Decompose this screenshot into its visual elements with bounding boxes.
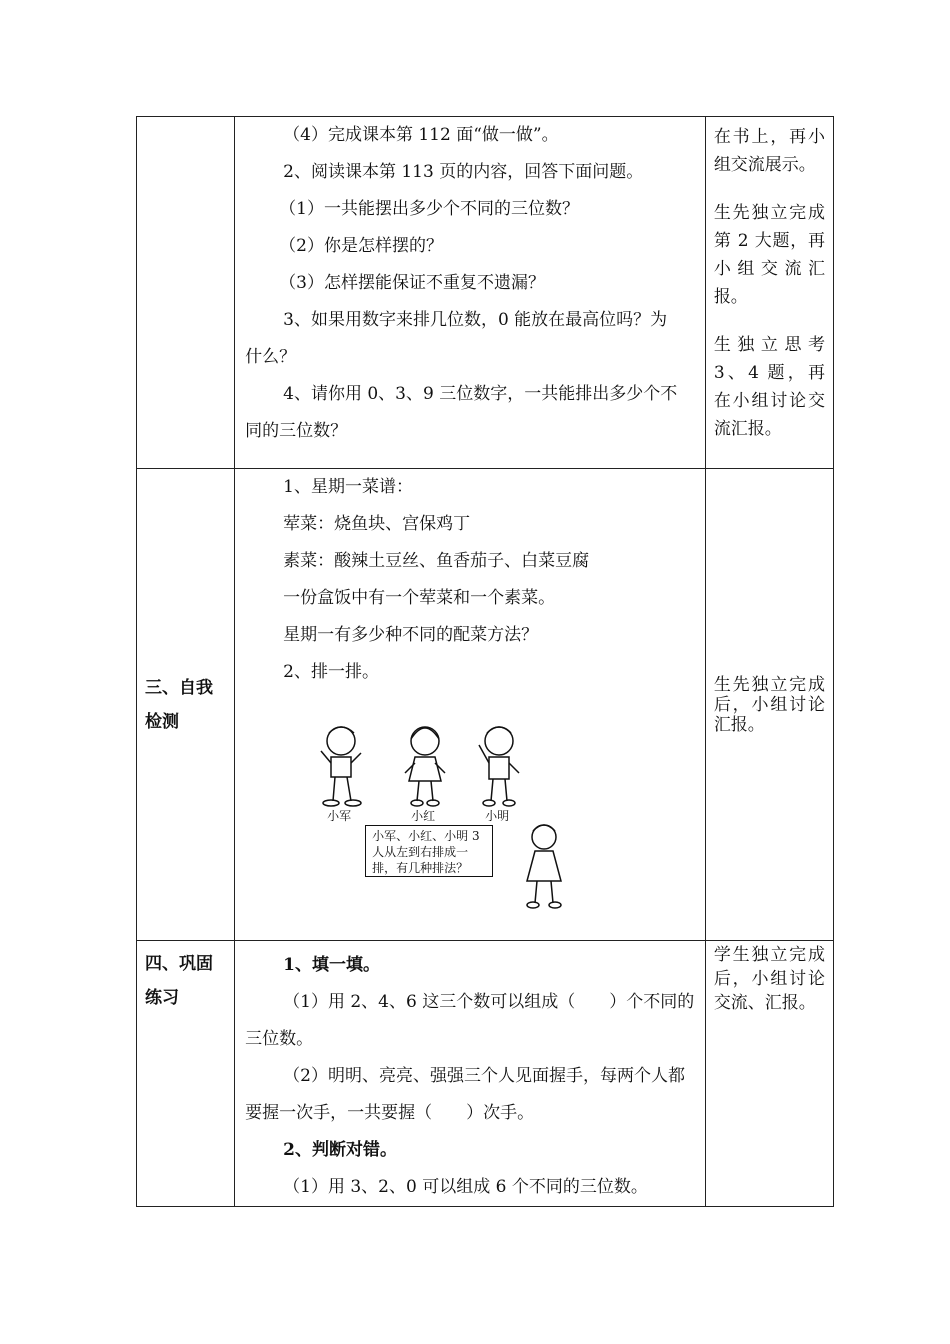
section-title-cell bbox=[137, 941, 235, 1207]
content-line: （4）完成课本第 112 面“做一做”。 bbox=[283, 125, 559, 145]
table-row bbox=[137, 941, 834, 1207]
content-line: 同的三位数？ bbox=[245, 421, 348, 441]
content-line: 1、填一填。 bbox=[283, 955, 380, 975]
content-line: （2）明明、亮亮、强强三个人见面握手，每两个人都 bbox=[283, 1066, 685, 1086]
content-line: （1）用 2、4、6 这三个数可以组成（ ）个不同的 bbox=[283, 992, 695, 1012]
section-title-line: 三、自我 bbox=[145, 677, 213, 698]
content-line: 素菜：酸辣土豆丝、鱼香茄子、白菜豆腐 bbox=[283, 551, 590, 571]
content-line: 2、排一排。 bbox=[283, 662, 379, 682]
note-cell bbox=[705, 469, 833, 941]
content-line: 荤菜：烧鱼块、宫保鸡丁 bbox=[283, 514, 471, 534]
content-line: 三位数。 bbox=[245, 1029, 314, 1049]
kid-label: 小明 bbox=[485, 809, 510, 823]
content-line: 什么？ bbox=[245, 347, 297, 367]
children-illustration bbox=[299, 715, 639, 915]
content-line: 2、判断对错。 bbox=[283, 1140, 397, 1160]
section-title-line: 练习 bbox=[145, 988, 179, 1008]
section-title-line: 四、巩固 bbox=[145, 954, 213, 974]
table-row bbox=[137, 117, 834, 469]
content-line: 星期一有多少种不同的配菜方法？ bbox=[283, 625, 539, 645]
content-line: 一份盒饭中有一个荤菜和一个素菜。 bbox=[283, 588, 556, 608]
section-title-line: 检测 bbox=[145, 711, 179, 732]
note-text: 学生独立完成后，小组讨论交流、汇报。 bbox=[713, 945, 825, 1013]
lesson-table bbox=[136, 116, 834, 1207]
content-line: （1）一共能摆出多少个不同的三位数？ bbox=[279, 199, 579, 219]
content-cell bbox=[235, 941, 706, 1207]
content-line: （2）你是怎样摆的？ bbox=[279, 236, 443, 256]
content-line: 要握一次手，一共要握（ ）次手。 bbox=[245, 1103, 535, 1123]
content-line: （3）怎样摆能保证不重复不遗漏？ bbox=[279, 273, 545, 293]
speech-bubble bbox=[365, 825, 493, 877]
content-cell bbox=[235, 117, 706, 469]
note-text: 在书上，再小组交流展示。 bbox=[713, 127, 825, 175]
note-text: 生独立思考 3、4 题，再在小组讨论交流汇报。 bbox=[713, 335, 825, 439]
note-text: 生先独立完成后，小组讨论汇报。 bbox=[713, 674, 825, 735]
section-title-cell bbox=[137, 117, 235, 469]
section-title bbox=[137, 671, 234, 739]
content-line: 4、请你用 0、3、9 三位数字，一共能排出多少个不 bbox=[283, 384, 678, 404]
content-line: 2、阅读课本第 113 页的内容，回答下面问题。 bbox=[283, 162, 644, 182]
section-title bbox=[137, 941, 234, 1015]
content-cell bbox=[235, 469, 706, 941]
content-line: 3、如果用数字来排几位数，0 能放在最高位吗？为 bbox=[283, 310, 668, 330]
table-row bbox=[137, 469, 834, 941]
kid-label: 小军 bbox=[327, 809, 352, 823]
bubble-line: 人从左到右排成一 bbox=[372, 845, 469, 859]
note-cell bbox=[705, 117, 833, 469]
content-line: （1）用 3、2、0 可以组成 6 个不同的三位数。 bbox=[283, 1177, 648, 1197]
content-line: 1、星期一菜谱： bbox=[283, 477, 413, 497]
section-title-cell bbox=[137, 469, 235, 941]
kid-label: 小红 bbox=[411, 809, 436, 823]
bubble-line: 排，有几种排法？ bbox=[372, 861, 469, 875]
note-cell bbox=[705, 941, 833, 1207]
bubble-line: 小军、小红、小明 3 bbox=[372, 829, 480, 843]
note-text: 生先独立完成第 2 大题，再小组交流汇报。 bbox=[713, 203, 825, 307]
